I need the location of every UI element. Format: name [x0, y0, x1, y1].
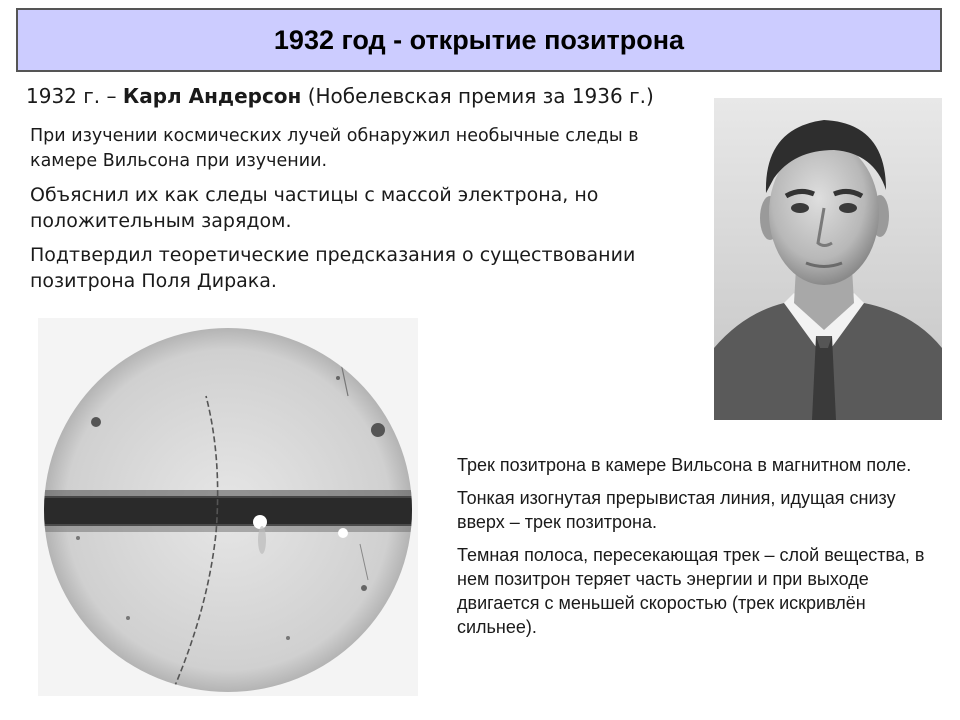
caption-item: Тонкая изогнутая прерывистая линия, идущая снизу вверх – трек позитрона. — [457, 488, 896, 532]
bullet-item: При изучении космических лучей обнаружил необычные следы в камере Вильсона при изучении. — [30, 126, 639, 171]
caption-block — [457, 453, 947, 648]
subtitle-note: (Нобелевская премия за 1936 г.) — [301, 84, 654, 108]
portrait-image — [714, 98, 942, 420]
subtitle-year: 1932 г. – — [26, 84, 123, 108]
cloud-chamber-image — [38, 318, 418, 696]
subtitle — [26, 84, 654, 108]
cloud-chamber-photo — [38, 318, 418, 696]
subtitle-name: Карл Андерсон — [122, 84, 302, 108]
caption-item: Трек позитрона в камере Вильсона в магнитном поле. — [457, 455, 912, 475]
bullet-item: Подтвердил теоретические предсказания о существовании позитрона Поля Дирака. — [30, 244, 636, 292]
bullet-item: Объяснил их как следы частицы с массой электрона, но положительным зарядом. — [30, 184, 599, 232]
bullet-list — [30, 124, 710, 302]
slide-title: 1932 год - открытие позитрона — [273, 24, 685, 55]
portrait-photo — [714, 98, 942, 420]
slide-title-box — [16, 8, 942, 72]
caption-item: Темная полоса, пересекающая трек – слой вещества, в нем позитрон теряет часть энергии и при выходе двигается с меньшей скоростью (трек искривлён сильнее). — [457, 545, 925, 637]
